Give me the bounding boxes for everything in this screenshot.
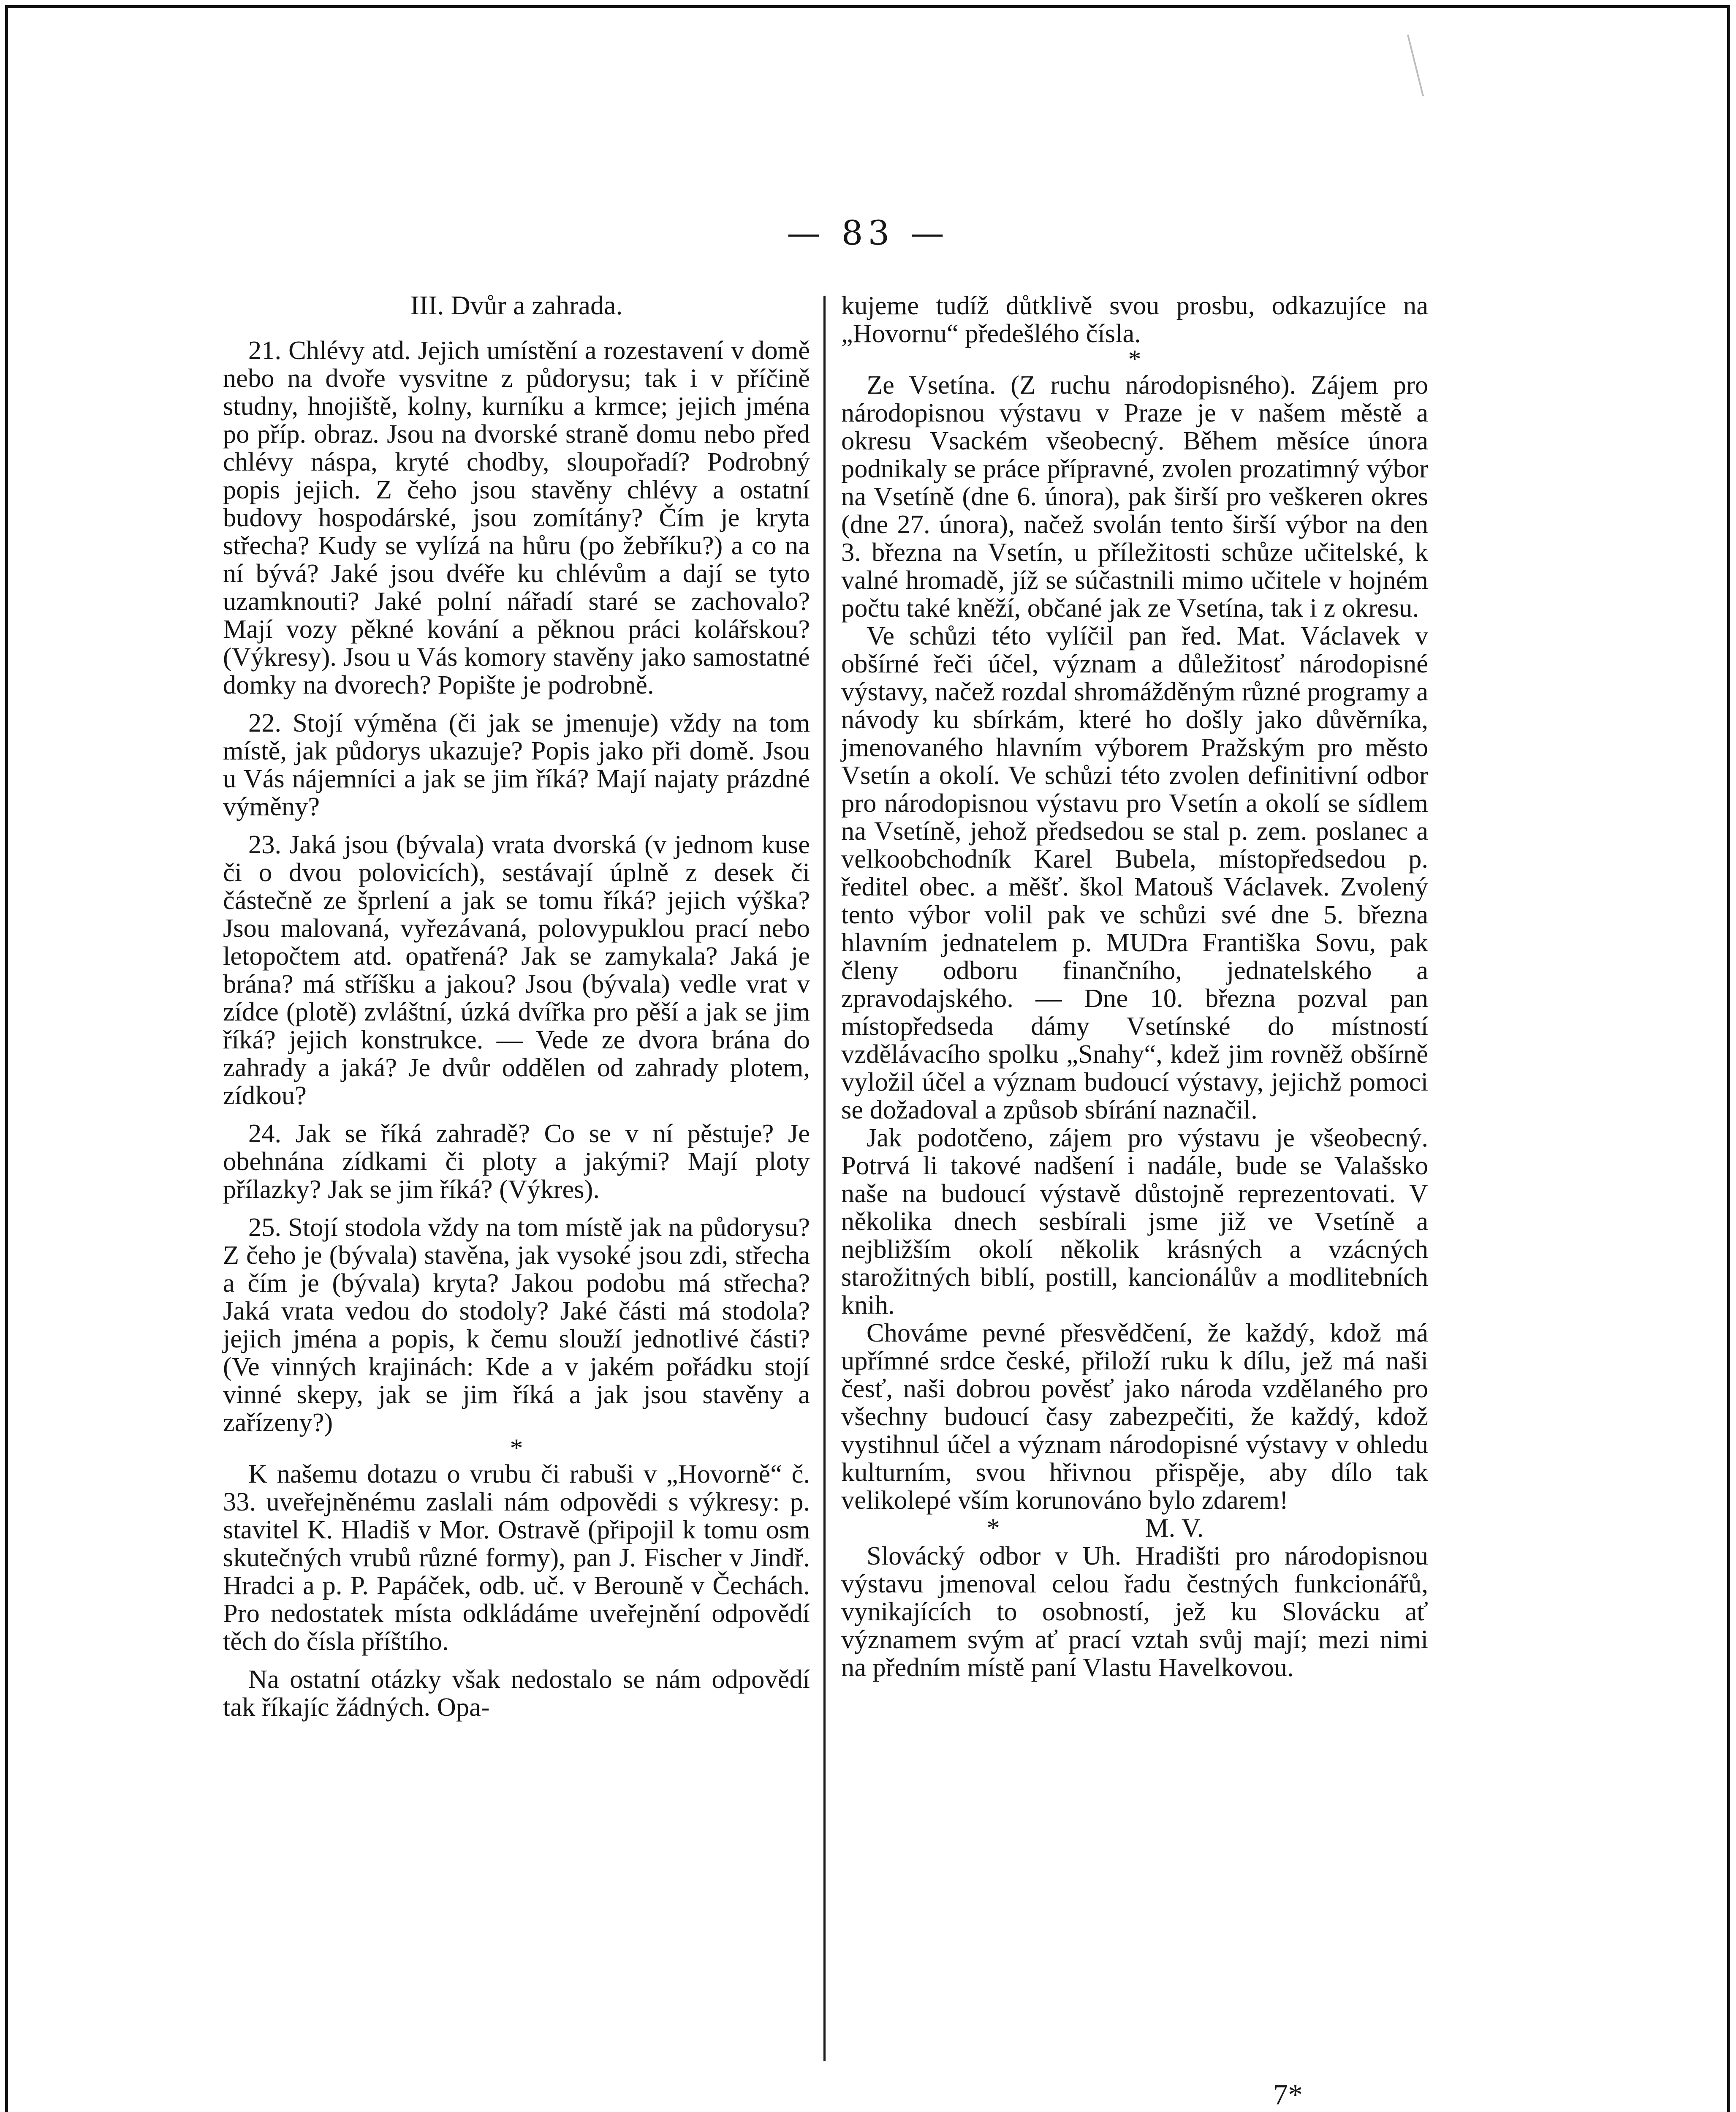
separator-star: * [986, 1513, 1000, 1543]
section-separator: * [510, 1433, 523, 1463]
paragraph-25: 25. Stojí stodola vždy na tom místě jak na půdorysu? Z čeho je (bývala) stavěna, jak vysoké jsou zdi, střecha a čím je (bývala) kryta? Jakou podobu má střecha? Jaká vrata vedou do stodoly? Jaké části má stodola? jejich jména a popis, k čemu slouží jednotlivé části? (Ve vinných krajinách: Kde a v jakém pořádku stojí vinné skepy, jak se jim říká a jak jsou stavěny a zařízeny?) [223, 1212, 810, 1437]
paragraph-24: 24. Jak se říká zahradě? Co se v ní pěstuje? Je obehnána zídkami či ploty a jakými? Mají ploty přílazky? Jak se jim říká? (Výkres). [223, 1119, 810, 1204]
paragraph-vsetin-conviction: Chováme pevné přesvědčení, že každý, kdož má upřímné srdce české, přiloží ruku k dílu, jež má naši česť, naši dobrou pověsť jako národa vzdělaného pro všechny budoucí časy zabezpečiti, že každý, kdož vystihnul účel a význam národopisné výstavy v ohledu kulturním, svou hřivnou přispěje, aby dílo tak velikolepé vším korunováno bylo zdarem! [841, 1318, 1428, 1515]
paragraph-other-questions: Na ostatní otázky však nedostalo se nám odpovědí tak říkajíc žádných. Opa- [223, 1664, 810, 1722]
right-column [841, 291, 1428, 1681]
paragraph-23: 23. Jaká jsou (bývala) vrata dvorská (v jednom kuse či o dvou polovicích), sestávají úplně z desek či částečně ze šprlení a jak se tomu říká? jejich výška? Jsou malovaná, vyřezávaná, polovypuklou prací nebo letopočtem atd. opatřená? Jak se zamykala? Jaká je brána? má stříšku a jakou? Jsou (bývala) vedle vrat v zídce (plotě) zvláštní, úzká dvířka pro pěší a jak se jim říká? jejich konstrukce. — Vede ze dvora brána do zahrady a jaká? Je dvůr oddělen od zahrady plotem, zídkou? [223, 830, 810, 1110]
paragraph-vsetin-intro: Ze Vsetína. (Z ruchu národopisného). Zájem pro národopisnou výstavu v Praze je v našem městě a okresu Vsackém všeobecný. Během měsíce února podnikaly se práce přípravné, zvolen prozatimný výbor na Vsetíně (dne 6. února), pak širší pro veškeren okres (dne 27. února), načež svolán tento širší výbor na den 3. března na Vsetín, u příležitosti schůze učitelské, k valné hromadě, jíž se súčastnili mimo učitele v hojném počtu také kněží, občané jak ze Vsetína, tak i z okresu. [841, 370, 1428, 623]
section-separator: * [1128, 344, 1141, 374]
paragraph-22: 22. Stojí výměna (či jak se jmenuje) vždy na tom místě, jak půdorys ukazuje? Popis jako při domě. Jsou u Vás nájemníci a jak se jim říká? Mají najaty prázdné výměny? [223, 708, 810, 821]
signature-line [841, 1514, 1428, 1542]
signature-mark: 7* [1273, 2079, 1303, 2111]
paragraph-continuation: kujeme tudíž důtklivě svou prosbu, odkazujíce na „Hovornu“ předešlého čísla. [841, 291, 1428, 348]
page-number: — 83 — [787, 213, 949, 253]
paragraph-vsetin-meeting: Ve schůzi této vylíčil pan řed. Mat. Václavek v obšírné řeči účel, význam a důležitosť národopisné výstavy, načež rozdal shromážděným různé programy a návody ku sbírkám, které ho došly jako důvěrníka, jmenovaného hlavním výborem Pražským pro město Vsetín a okolí. Ve schůzi této zvolen definitivní odbor pro národopisnou výstavu pro Vsetín a okolí se sídlem na Vsetíně, jehož předsedou se stal p. zem. poslanec a velkoobchodník Karel Bubela, místopředsedou p. ředitel obec. a měšť. škol Matouš Václavek. Zvolený tento výbor volil pak ve schůzi své dne 5. března hlavním jednatelem p. MUDra Františka Sovu, pak členy odboru finančního, jednatelského a zpravodajského. — Dne 10. března pozval pan místopředseda dámy Vsetínské do místností vzdělávacího spolku „Snahy“, kdež jim rovněž obšírně vyložil účel a význam budoucí výstavy, jejichž pomoci se dožadoval a způsob sbírání naznačil. [841, 621, 1428, 1124]
left-column [223, 291, 810, 1721]
column-divider [823, 296, 826, 2061]
paragraph-21: 21. Chlévy atd. Jejich umístění a rozestavení v domě nebo na dvoře vysvitne z půdorysu; tak i v příčině studny, hnojiště, kolny, kurníku a krmce; jejich jména po příp. obraz. Jsou na dvorské straně domu nebo před chlévy náspa, kryté chodby, sloupořadí? Podrobný popis jejich. Z čeho jsou stavěny chlévy a ostatní budovy hospodárské, jsou zomítány? Čím je kryta střecha? Kudy se vylízá na hůru (po žebříku?) a co na ní bývá? Jaké jsou dvéře ku chlévům a dají se tyto uzamknouti? Jaké polní nářadí staré se zachovalo? Mají vozy pěkné kování a pěknou práci kolářskou? (Výkresy). Jsou u Vás komory stavěny jako samostatné domky na dvorech? Popište je podrobně. [223, 335, 810, 699]
paragraph-vsetin-interest: Jak podotčeno, zájem pro výstavu je všeobecný. Potrvá li takové nadšení i nadále, bude se Valašsko naše na budoucí výstavě důstojně reprezentovati. V několika dnech sesbírali jsme již ve Vsetíně a nejbližším okolí několik krásných a vzácných starožitných biblí, postill, kancionálův a modlitebních knih. [841, 1123, 1428, 1320]
paragraph-vrub-responses: K našemu dotazu o vrubu či rabuši v „Hovorně“ č. 33. uveřejněnému zaslali nám odpovědi s výkresy: p. stavitel K. Hladiš v Mor. Ostravě (připojil k tomu osm skutečných vrubů různé formy), pan J. Fischer v Jindř. Hradci a p. P. Papáček, odb. uč. v Berouně v Čechách. Pro nedostatek místa odkládáme uveřejnění odpovědí těch do čísla příštího. [223, 1459, 810, 1656]
author-signature: M. V. [1145, 1513, 1204, 1543]
paragraph-slovacky-odbor: Slovácký odbor v Uh. Hradišti pro národopisnou výstavu jmenoval celou řadu čestných funkcionářů, vynikajících to osobností, jež ku Slovácku ať významem svým ať prací vztah svůj mají; mezi nimi na předním místě paní Vlastu Havelkovou. [841, 1541, 1428, 1682]
section-heading: III. Dvůr a zahrada. [410, 290, 623, 320]
